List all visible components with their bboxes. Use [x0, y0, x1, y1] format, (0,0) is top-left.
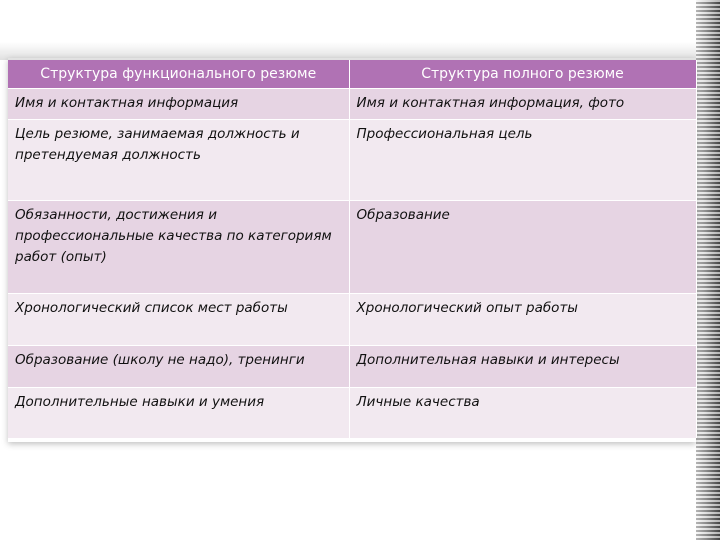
table-row — [8, 201, 696, 294]
table-cell: Обязанности, достижения и профессиональные качества по категориям работ (опыт) — [8, 201, 349, 294]
table-cell: Цель резюме, занимаемая должность и претендуемая должность — [8, 120, 349, 201]
resume-structure-table — [8, 60, 697, 438]
table-cell: Личные качества — [349, 388, 696, 439]
slide-top-shadow — [0, 0, 700, 60]
table-cell: Хронологический опыт работы — [349, 294, 696, 346]
table-cell: Образование — [349, 201, 696, 294]
header-full-resume: Структура полного резюме — [349, 60, 696, 89]
decorative-edge-strip — [696, 0, 720, 540]
table-cell: Дополнительные навыки и умения — [8, 388, 349, 439]
table-row — [8, 294, 696, 346]
table-cell: Образование (школу не надо), тренинги — [8, 346, 349, 388]
table-cell: Имя и контактная информация, фото — [349, 89, 696, 120]
table-row — [8, 89, 696, 120]
table-row — [8, 120, 696, 201]
header-functional-resume: Структура функционального резюме — [8, 60, 349, 89]
table-row — [8, 346, 696, 388]
table-row — [8, 388, 696, 439]
table-cell: Профессиональная цель — [349, 120, 696, 201]
table-cell: Дополнительная навыки и интересы — [349, 346, 696, 388]
table-cell: Имя и контактная информация — [8, 89, 349, 120]
table-cell: Хронологический список мест работы — [8, 294, 349, 346]
table-header-row — [8, 60, 696, 89]
